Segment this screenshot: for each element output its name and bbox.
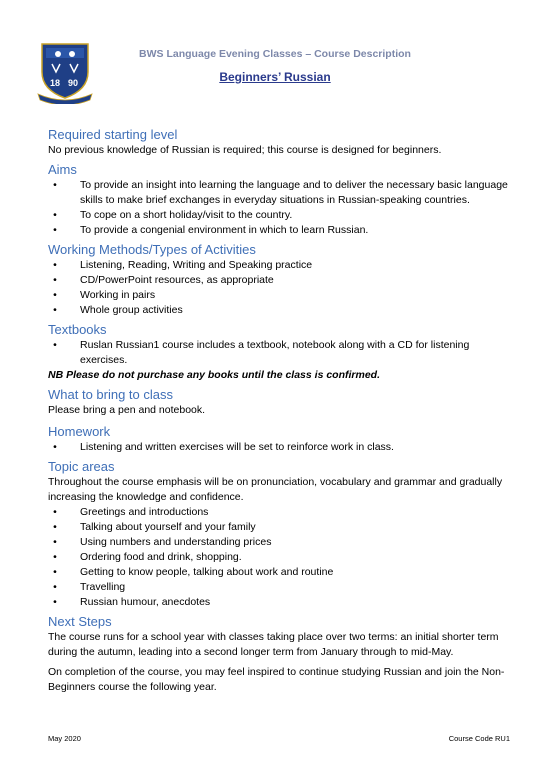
- bullet-icon: •: [53, 259, 57, 271]
- course-title: Beginners’ Russian: [219, 70, 331, 84]
- list-item: • To provide an insight into learning the language and to deliver the necessary basic language skills to make brief exchanges in everyday situations in Russian-speaking countries.: [48, 178, 510, 208]
- page-footer: [48, 734, 510, 743]
- bullet-icon: •: [53, 551, 57, 563]
- crest-year-right: 90: [68, 78, 79, 88]
- list-item: • CD/PowerPoint resources, as appropriate: [48, 273, 510, 288]
- bullet-icon: •: [53, 289, 57, 301]
- bullet-icon: •: [53, 339, 57, 351]
- footer-course-code: Course Code RU1: [448, 734, 510, 743]
- header-title: BWS Language Evening Classes – Course Description: [139, 48, 411, 60]
- bullet-icon: •: [53, 521, 57, 533]
- list-item: • Ordering food and drink, shopping.: [48, 550, 510, 565]
- topic-areas-intro: Throughout the course emphasis will be on pronunciation, vocabulary and grammar and gradually increasing the knowledge and confidence.: [48, 476, 503, 503]
- bullet-icon: •: [53, 596, 57, 608]
- list-item: • Working in pairs: [48, 288, 510, 303]
- list-item: • Listening, Reading, Writing and Speaking practice: [48, 258, 510, 273]
- section-heading-next-steps: Next Steps: [48, 614, 112, 629]
- list-item: • Listening and written exercises will be set to reinforce work in class.: [48, 440, 510, 455]
- bullet-icon: •: [53, 304, 57, 316]
- what-to-bring-text: Please bring a pen and notebook.: [48, 404, 206, 416]
- bullet-icon: •: [53, 224, 57, 236]
- list-item: • Using numbers and understanding prices: [48, 535, 510, 550]
- list-item: • Travelling: [48, 580, 510, 595]
- list-item: • Talking about yourself and your family: [48, 520, 510, 535]
- textbooks-list: [48, 338, 510, 368]
- list-item: • Greetings and introductions: [48, 505, 510, 520]
- section-heading-what-to-bring: What to bring to class: [48, 387, 173, 402]
- bullet-icon: •: [53, 581, 57, 593]
- bullet-icon: •: [53, 536, 57, 548]
- crest-year-left: 18: [50, 78, 61, 88]
- list-item: • Russian humour, anecdotes: [48, 595, 510, 610]
- methods-list: [48, 258, 510, 318]
- textbooks-note: NB Please do not purchase any books until the class is confirmed.: [48, 369, 381, 381]
- list-item: • To provide a congenial environment in which to learn Russian.: [48, 223, 510, 238]
- section-heading-homework: Homework: [48, 424, 111, 439]
- bullet-icon: •: [53, 566, 57, 578]
- list-item: • To cope on a short holiday/visit to the country.: [48, 208, 510, 223]
- bullet-icon: •: [53, 506, 57, 518]
- list-item: • Ruslan Russian1 course includes a textbook, notebook along with a CD for listening exercises.: [48, 338, 510, 368]
- list-item: • Getting to know people, talking about work and routine: [48, 565, 510, 580]
- next-steps-para-2: On completion of the course, you may feel inspired to continue studying Russian and join the Non-Beginners course the following year.: [48, 666, 505, 693]
- section-heading-textbooks: Textbooks: [48, 322, 107, 337]
- section-heading-aims: Aims: [48, 162, 77, 177]
- aims-list: [48, 178, 510, 238]
- homework-list: [48, 440, 510, 455]
- bullet-icon: •: [53, 209, 57, 221]
- list-item: • Whole group activities: [48, 303, 510, 318]
- required-level-text: No previous knowledge of Russian is required; this course is designed for beginners.: [48, 144, 442, 156]
- topics-list: [48, 505, 510, 610]
- main-content: [48, 126, 510, 695]
- section-heading-required-level: Required starting level: [48, 127, 178, 142]
- bullet-icon: •: [53, 179, 57, 191]
- next-steps-para-1: The course runs for a school year with classes taking place over two terms: an initial shorter term during the autumn, leading into a second longer term from January through to mid-May.: [48, 631, 499, 658]
- bullet-icon: •: [53, 274, 57, 286]
- section-heading-topic-areas: Topic areas: [48, 459, 115, 474]
- bullet-icon: •: [53, 441, 57, 453]
- footer-date: May 2020: [48, 734, 81, 743]
- section-heading-working-methods: Working Methods/Types of Activities: [48, 242, 256, 257]
